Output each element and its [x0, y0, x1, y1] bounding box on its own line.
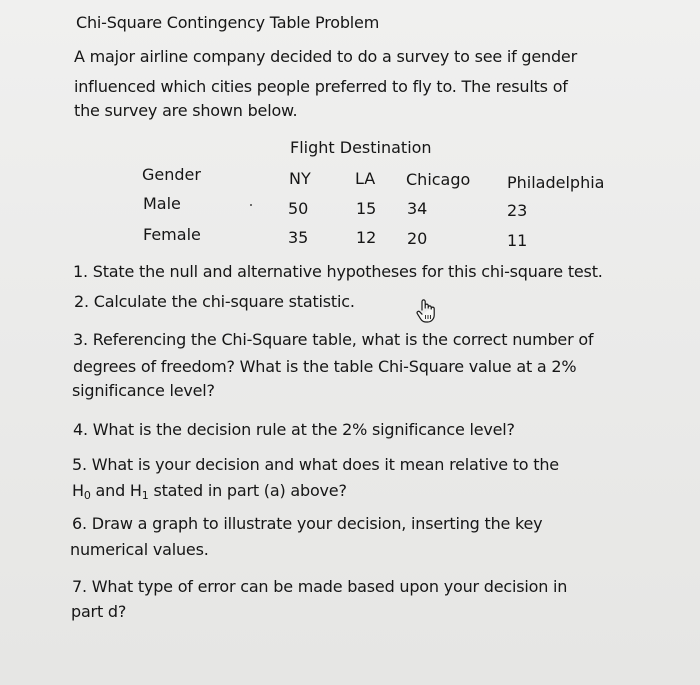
cell-female-ny: 35 [288, 228, 309, 247]
document-title: Chi-Square Contingency Table Problem [76, 13, 380, 32]
row-label-female: Female [143, 225, 201, 244]
question-2: 2. Calculate the chi-square statistic. [74, 292, 355, 311]
question-7-line-2: part d? [71, 602, 127, 621]
column-header-philadelphia: Philadelphia [507, 173, 605, 192]
cell-female-chicago: 20 [407, 229, 428, 248]
question-5-line-1: 5. What is your decision and what does it mean relative to the [72, 455, 559, 474]
question-6-line-1: 6. Draw a graph to illustrate your decision, inserting the key [72, 514, 543, 533]
h1-subscript: 1 [141, 489, 149, 502]
column-header-la: LA [355, 169, 376, 188]
question-3-line-2: degrees of freedom? What is the table Chi-Square value at a 2% [73, 357, 577, 376]
row-label-male: Male [143, 194, 181, 213]
stated-text: stated in part (a) above? [148, 481, 347, 500]
question-5-line-2 [72, 481, 347, 501]
question-6-line-2: numerical values. [70, 540, 209, 559]
h0-subscript: 0 [83, 489, 91, 502]
row-header-gender: Gender [142, 165, 201, 184]
intro-line-3: the survey are shown below. [74, 101, 298, 120]
question-3-line-3: significance level? [72, 381, 215, 400]
question-3-line-1: 3. Referencing the Chi-Square table, what is the correct number of [73, 330, 594, 349]
column-header-ny: NY [289, 169, 311, 188]
question-7-line-1: 7. What type of error can be made based upon your decision in [72, 577, 568, 596]
intro-line-2: influenced which cities people preferred to fly to. The results of [74, 77, 568, 96]
question-4: 4. What is the decision rule at the 2% significance level? [73, 420, 515, 439]
stray-mark [250, 204, 252, 206]
question-1: 1. State the null and alternative hypotheses for this chi-square test. [73, 262, 603, 281]
cell-male-ny: 50 [288, 199, 309, 218]
and-h-text: and H [90, 481, 142, 500]
intro-line-1: A major airline company decided to do a survey to see if gender [74, 47, 577, 66]
cell-female-philadelphia: 11 [507, 231, 528, 250]
cell-female-la: 12 [356, 228, 377, 247]
cell-male-philadelphia: 23 [507, 201, 528, 220]
cell-male-chicago: 34 [407, 199, 428, 218]
cell-male-la: 15 [356, 199, 377, 218]
hand-pointer-icon [415, 298, 437, 324]
h-symbol: H [72, 481, 84, 500]
table-caption: Flight Destination [290, 138, 432, 157]
column-header-chicago: Chicago [406, 170, 471, 189]
